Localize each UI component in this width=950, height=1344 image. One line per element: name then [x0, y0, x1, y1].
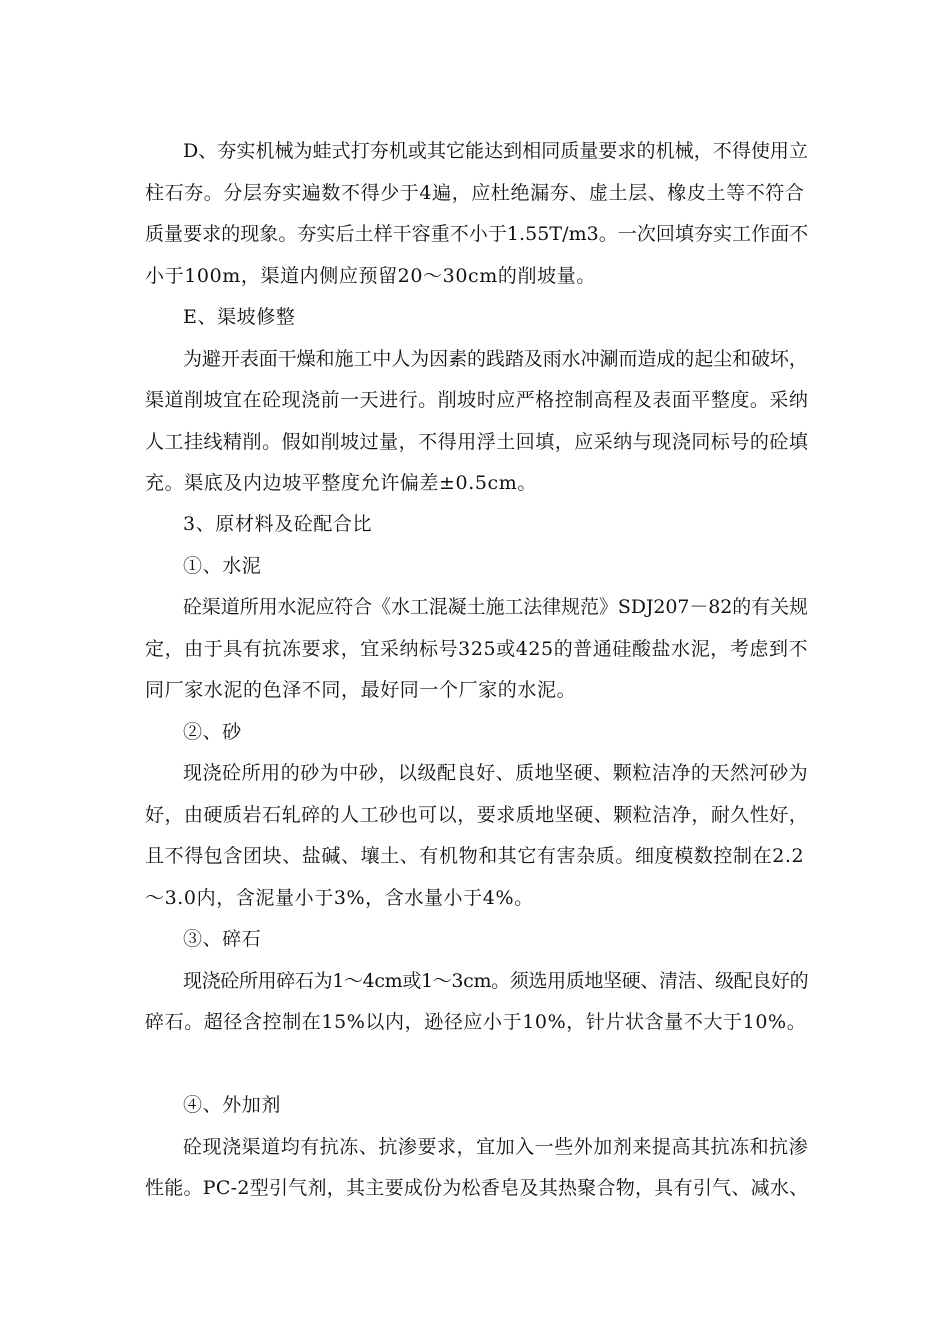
text-line: 砼渠道所用水泥应符合《水工混凝土施工法律规范》SDJ207－82的有关规	[183, 596, 808, 618]
text-line: 小于100m，渠道内侧应预留20～30cm的削坡量。	[145, 265, 596, 287]
text-line: 现浇砼所用的砂为中砂，以级配良好、质地坚硬、颗粒洁净的天然河砂为	[183, 762, 809, 784]
section-heading: ①、水泥	[183, 555, 262, 577]
text-line: 且不得包含团块、盐碱、壤土、有机物和其它有害杂质。细度模数控制在2.2	[145, 845, 805, 867]
text-line: 渠道削坡宜在砼现浇前一天进行。削坡时应严格控制高程及表面平整度。采纳	[145, 389, 809, 411]
section-heading: ④、外加剂	[183, 1094, 282, 1116]
section-heading: E、渠坡修整	[183, 306, 296, 328]
text-line: ～3.0内，含泥量小于3%，含水量小于4%。	[145, 887, 534, 909]
text-line: 为避开表面干燥和施工中人为因素的践踏及雨水冲涮而造成的起尘和破坏，	[183, 348, 808, 370]
text-line: 砼现浇渠道均有抗冻、抗渗要求，宜加入一些外加剂来提高其抗冻和抗渗	[183, 1136, 809, 1158]
text-line: 碎石。超径含控制在15%以内，逊径应小于10%，针片状含量不大于10%。	[145, 1011, 807, 1033]
text-line: 好，由硬质岩石轧碎的人工砂也可以，要求质地坚硬、颗粒洁净，耐久性好，	[145, 804, 809, 826]
section-heading: 3、原材料及砼配合比	[183, 513, 373, 535]
section-heading: ②、砂	[183, 721, 242, 743]
text-line: 人工挂线精削。假如削坡过量，不得用浮土回填，应采纳与现浇同标号的砼填	[145, 431, 809, 453]
text-line: 性能。PC-2型引气剂，其主要成份为松香皂及其热聚合物，具有引气、减水、	[145, 1177, 809, 1199]
text-line: D、夯实机械为蛙式打夯机或其它能达到相同质量要求的机械，不得使用立	[183, 140, 809, 162]
text-line: 现浇砼所用碎石为1～4cm或1～3cm。须选用质地坚硬、清洁、级配良好的	[183, 970, 809, 992]
text-line: 充。渠底及内边坡平整度允许偏差±0.5cm。	[145, 472, 537, 494]
text-line: 定，由于具有抗冻要求，宜采纳标号325或425的普通硅酸盐水泥，考虑到不	[145, 638, 809, 660]
section-heading: ③、碎石	[183, 928, 262, 950]
text-line: 同厂家水泥的色泽不同，最好同一个厂家的水泥。	[145, 679, 577, 701]
text-line: 质量要求的现象。夯实后土样干容重不小于1.55T/m3。一次回填夯实工作面不	[145, 223, 809, 245]
text-line: 柱石夯。分层夯实遍数不得少于4遍，应杜绝漏夯、虚土层、橡皮土等不符合	[145, 182, 805, 204]
